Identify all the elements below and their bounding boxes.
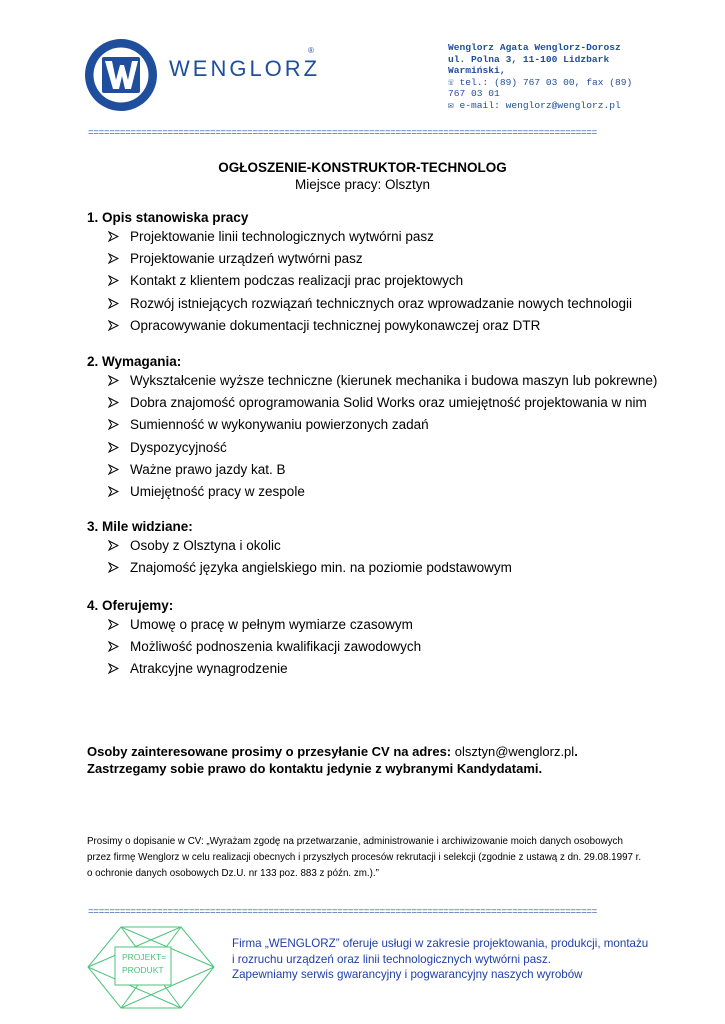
- arrow-bullet-icon: [108, 253, 119, 264]
- arrow-bullet-icon: [108, 442, 119, 453]
- list-item: [87, 416, 687, 438]
- list-item-text: Dyspozycyjność: [130, 439, 227, 455]
- list-item-text: Wykształcenie wyższe techniczne (kierunek mechanika i budowa maszyn lub pokrewne): [130, 373, 658, 388]
- list-item: [87, 559, 687, 581]
- arrow-bullet-icon: [108, 298, 119, 309]
- arrow-bullet-icon: [108, 419, 119, 430]
- arrow-bullet-icon: [108, 540, 119, 551]
- section-heading: 3. Mile widziane:: [87, 519, 193, 534]
- section-requirements: [87, 353, 687, 505]
- address-line: Wenglorz Agata Wenglorz-Dorosz: [448, 42, 621, 53]
- list-item-text: Ważne prawo jazdy kat. B: [130, 461, 286, 477]
- section-heading: 2. Wymagania:: [87, 354, 182, 369]
- section-offer: [87, 597, 687, 683]
- consent-clause: Prosimy o dopisanie w CV: „Wyrażam zgodę na przetwarzanie, administrowanie i archiwizowanie moich danych osobowych przez firmę Wenglorz w celu realizacji obecnych i przyszłych procesów rekrutacji i selekcji (zgodnie z ustawą z dn. 29.08.1997 r. o ochronie danych osobowych Dz.U. nr 133 poz. 883 z późn. zm.).”: [87, 836, 642, 880]
- section-heading: 4. Oferujemy:: [87, 598, 174, 613]
- arrow-bullet-icon: [108, 320, 119, 331]
- list-item-text: Umowę o pracę w pełnym wymiarze czasowym: [130, 617, 413, 632]
- address-line: ul. Polna 3, 11-100 Lidzbark: [448, 53, 610, 65]
- list-item-text: Możliwość podnoszenia kwalifikacji zawodowych: [130, 639, 422, 655]
- section-job-description: [87, 209, 687, 339]
- list-item: [87, 272, 687, 294]
- arrow-bullet-icon: [108, 619, 119, 630]
- contact-email[interactable]: olsztyn@wenglorz.pl: [454, 744, 575, 759]
- list-item-text: Opracowywanie dokumentacji technicznej powykonawczej oraz DTR: [130, 317, 541, 333]
- list-item: [87, 483, 687, 505]
- list-item-text: Dobra znajomość oprogramowania Solid Works oraz umiejętność projektowania w nim: [130, 395, 647, 411]
- list-item: [87, 372, 687, 394]
- arrow-bullet-icon: [108, 375, 119, 386]
- list-item: [87, 660, 687, 682]
- arrow-bullet-icon: [108, 641, 119, 652]
- wenglorz-logo-icon: [85, 28, 325, 123]
- footer-line: Firma „WENGLORZ” oferuje usługi w zakresie projektowania, produkcji, montażu: [232, 937, 649, 950]
- list-item: [87, 537, 687, 559]
- list-item-text: Atrakcyjne wynagrodzenie: [130, 661, 288, 677]
- arrow-bullet-icon: [108, 275, 119, 286]
- work-location: Miejsce pracy: Olsztyn: [294, 177, 431, 192]
- arrow-bullet-icon: [108, 663, 119, 674]
- bullet-list: [87, 372, 687, 505]
- list-item: [87, 638, 687, 660]
- bullet-list: [87, 228, 687, 339]
- arrow-bullet-icon: [108, 562, 119, 573]
- list-item: [87, 228, 687, 250]
- arrow-bullet-icon: [108, 464, 119, 475]
- list-item-text: Umiejętność pracy w zespole: [130, 483, 305, 499]
- badge-line-2: PRODUKT: [122, 965, 164, 975]
- contact-period: .: [574, 744, 578, 759]
- fax-line: 767 03 01: [448, 88, 500, 100]
- logo-wordmark: WENGLORZ: [169, 56, 321, 81]
- contact-instruction: Osoby zainteresowane prosimy o przesyłanie CV na adres:: [87, 744, 452, 759]
- contact-disclaimer: Zastrzegamy sobie prawo do kontaktu jedynie z wybranymi Kandydatami.: [87, 761, 543, 776]
- footer-line: i rozruchu urządzeń oraz linii technologicznych wytwórni pasz.: [232, 952, 551, 966]
- arrow-bullet-icon: [108, 231, 119, 242]
- list-item: [87, 317, 687, 339]
- list-item-text: Rozwój istniejących rozwiązań technicznych oraz wprowadzanie nowych technologii: [130, 295, 632, 311]
- logo-registered-mark: ®: [308, 46, 314, 55]
- list-item: [87, 295, 687, 317]
- company-services-footer: [232, 936, 652, 983]
- contact-line: [87, 743, 687, 760]
- email-line[interactable]: ✉ e-mail: wenglorz@wenglorz.pl: [448, 99, 621, 111]
- list-item: [87, 461, 687, 483]
- badge-line-1: PROJEKT=: [122, 952, 167, 962]
- arrow-bullet-icon: [108, 486, 119, 497]
- list-item-text: Znajomość języka angielskiego min. na poziomie podstawowym: [130, 560, 512, 576]
- list-item: [87, 394, 687, 416]
- footer-separator: ================================================================================================: [88, 907, 597, 917]
- projekt-produkt-emblem-icon: [86, 925, 216, 1010]
- footer-line: Zapewniamy serwis gwarancyjny i pogwarancyjny naszych wyrobów: [232, 968, 583, 981]
- list-item-text: Sumienność w wykonywaniu powierzonych zadań: [130, 417, 429, 433]
- section-heading: 1. Opis stanowiska pracy: [87, 210, 249, 225]
- list-item: [87, 616, 687, 638]
- bullet-list: [87, 616, 687, 683]
- bullet-list: [87, 537, 687, 581]
- list-item: [87, 250, 687, 272]
- application-contact: [87, 743, 687, 777]
- header-separator: ================================================================================================: [88, 128, 597, 138]
- phone-line: ☏ tel.: (89) 767 03 00, fax (89): [448, 76, 633, 88]
- section-nice-to-have: [87, 518, 687, 581]
- list-item-text: Projektowanie urządzeń wytwórni pasz: [130, 251, 363, 267]
- list-item-text: Osoby z Olsztyna i okolic: [130, 538, 281, 553]
- arrow-bullet-icon: [108, 397, 119, 408]
- company-logo: [85, 28, 325, 123]
- page-title: OGŁOSZENIE-KONSTRUKTOR-TECHNOLOG: [218, 160, 507, 175]
- list-item: [87, 439, 687, 461]
- projekt-produkt-badge: [86, 925, 216, 1010]
- address-line: Warmiński,: [448, 65, 506, 77]
- list-item-text: Kontakt z klientem podczas realizacji prac projektowych: [130, 273, 464, 289]
- list-item-text: Projektowanie linii technologicznych wytwórni pasz: [130, 229, 434, 244]
- company-address: [448, 42, 648, 112]
